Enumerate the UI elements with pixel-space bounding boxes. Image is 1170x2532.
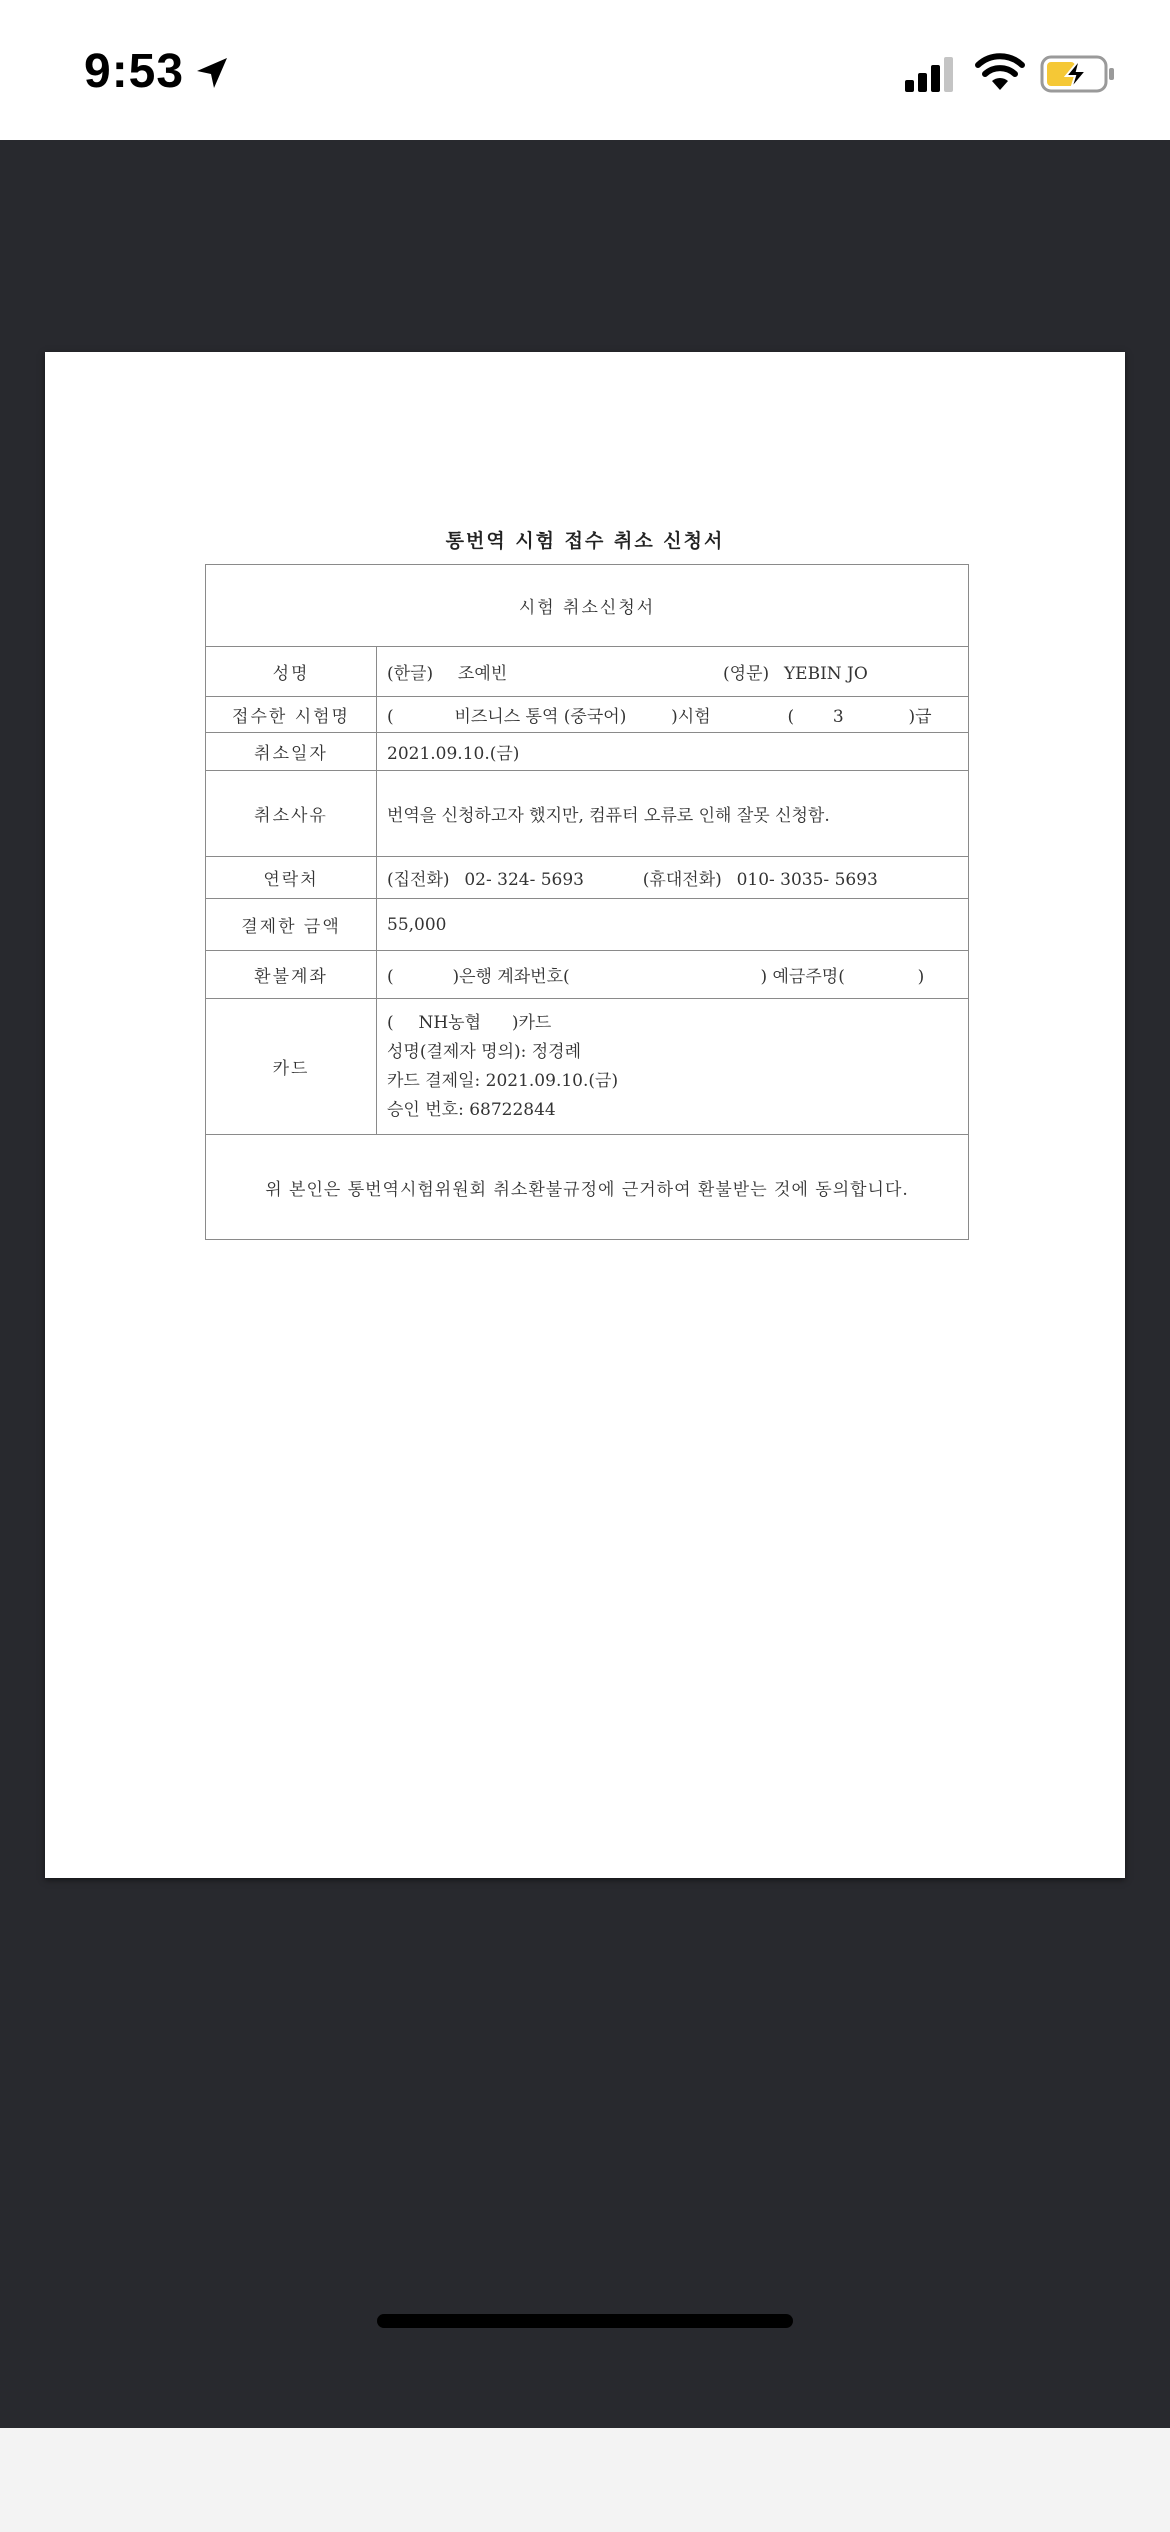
refund-account-label: 환불계좌 bbox=[206, 951, 377, 999]
home-phone-tag: (집전화) bbox=[387, 870, 450, 890]
grade-open-paren: ( bbox=[787, 707, 795, 727]
name-row bbox=[206, 647, 969, 697]
korean-name-tag: (한글) bbox=[387, 664, 434, 684]
account-holder-text: ) 예금주명( bbox=[760, 967, 845, 987]
holder-close-paren: ) bbox=[917, 967, 925, 987]
location-arrow-icon bbox=[195, 56, 229, 90]
name-value-cell bbox=[377, 647, 969, 697]
english-name-tag: (영문) bbox=[723, 664, 770, 684]
bank-open-paren: ( bbox=[387, 967, 394, 987]
card-label: 카드 bbox=[206, 999, 377, 1135]
refund-account-value-cell bbox=[377, 951, 969, 999]
card-issuer: NH농협 bbox=[418, 1012, 481, 1033]
exam-grade: 3 bbox=[832, 707, 844, 727]
reason-label: 취소사유 bbox=[206, 771, 377, 857]
issuer-open-paren: ( bbox=[387, 1012, 394, 1033]
amount-label: 결제한 금액 bbox=[206, 899, 377, 951]
cancel-date-row bbox=[206, 733, 969, 771]
mobile-phone-tag: (휴대전화) bbox=[642, 870, 722, 890]
card-value-cell bbox=[377, 999, 969, 1135]
cellular-signal-icon bbox=[905, 56, 957, 92]
reason-value: 번역을 신청하고자 했지만, 컴퓨터 오류로 인해 잘못 신청함. bbox=[377, 771, 969, 857]
agreement-text: 위 본인은 통번역시험위원회 취소환불규정에 근거하여 환불받는 것에 동의합니다. bbox=[206, 1135, 969, 1240]
contact-value-cell bbox=[377, 857, 969, 899]
card-paid-date-line: 카드 결제일: 2021.09.10.(금) bbox=[387, 1070, 619, 1091]
card-issuer-line bbox=[387, 1009, 958, 1038]
home-area bbox=[0, 2428, 1170, 2532]
exam-open-paren: ( bbox=[387, 707, 394, 727]
reason-row bbox=[206, 771, 969, 857]
wifi-icon bbox=[975, 52, 1025, 92]
english-name-value: YEBIN JO bbox=[783, 664, 868, 684]
card-holder-line: 성명(결제자 명의): 정경례 bbox=[387, 1041, 582, 1062]
bank-account-text: )은행 계좌번호( bbox=[452, 967, 570, 987]
contact-label: 연락처 bbox=[206, 857, 377, 899]
contact-row bbox=[206, 857, 969, 899]
exam-value-cell bbox=[377, 697, 969, 733]
battery-charging-icon bbox=[1040, 54, 1116, 94]
exam-row bbox=[206, 697, 969, 733]
mobile-phone-value: 010- 3035- 5693 bbox=[736, 870, 878, 890]
form-header: 시험 취소신청서 bbox=[206, 565, 969, 647]
cancel-date-value: 2021.09.10.(금) bbox=[377, 733, 969, 771]
korean-name-value: 조예빈 bbox=[457, 664, 508, 684]
grade-suffix: )급 bbox=[908, 707, 932, 727]
document-page bbox=[45, 352, 1125, 1878]
card-approval-line: 승인 번호: 68722844 bbox=[387, 1099, 556, 1120]
document-title: 통번역 시험 접수 취소 신청서 bbox=[445, 530, 725, 552]
home-indicator[interactable] bbox=[377, 2314, 793, 2328]
cancellation-form-table bbox=[205, 564, 969, 1240]
card-issuer-suffix: )카드 bbox=[511, 1012, 552, 1033]
status-bar bbox=[0, 0, 1170, 140]
home-phone-value: 02- 324- 5693 bbox=[464, 870, 584, 890]
exam-suffix: )시험 bbox=[671, 707, 711, 727]
cancel-date-label: 취소일자 bbox=[206, 733, 377, 771]
card-row bbox=[206, 999, 969, 1135]
amount-value: 55,000 bbox=[377, 899, 969, 951]
name-label: 성명 bbox=[206, 647, 377, 697]
exam-name: 비즈니스 통역 (중국어) bbox=[454, 707, 627, 727]
exam-label: 접수한 시험명 bbox=[206, 697, 377, 733]
status-time: 9:53 bbox=[84, 45, 185, 98]
amount-row bbox=[206, 899, 969, 951]
refund-account-row bbox=[206, 951, 969, 999]
